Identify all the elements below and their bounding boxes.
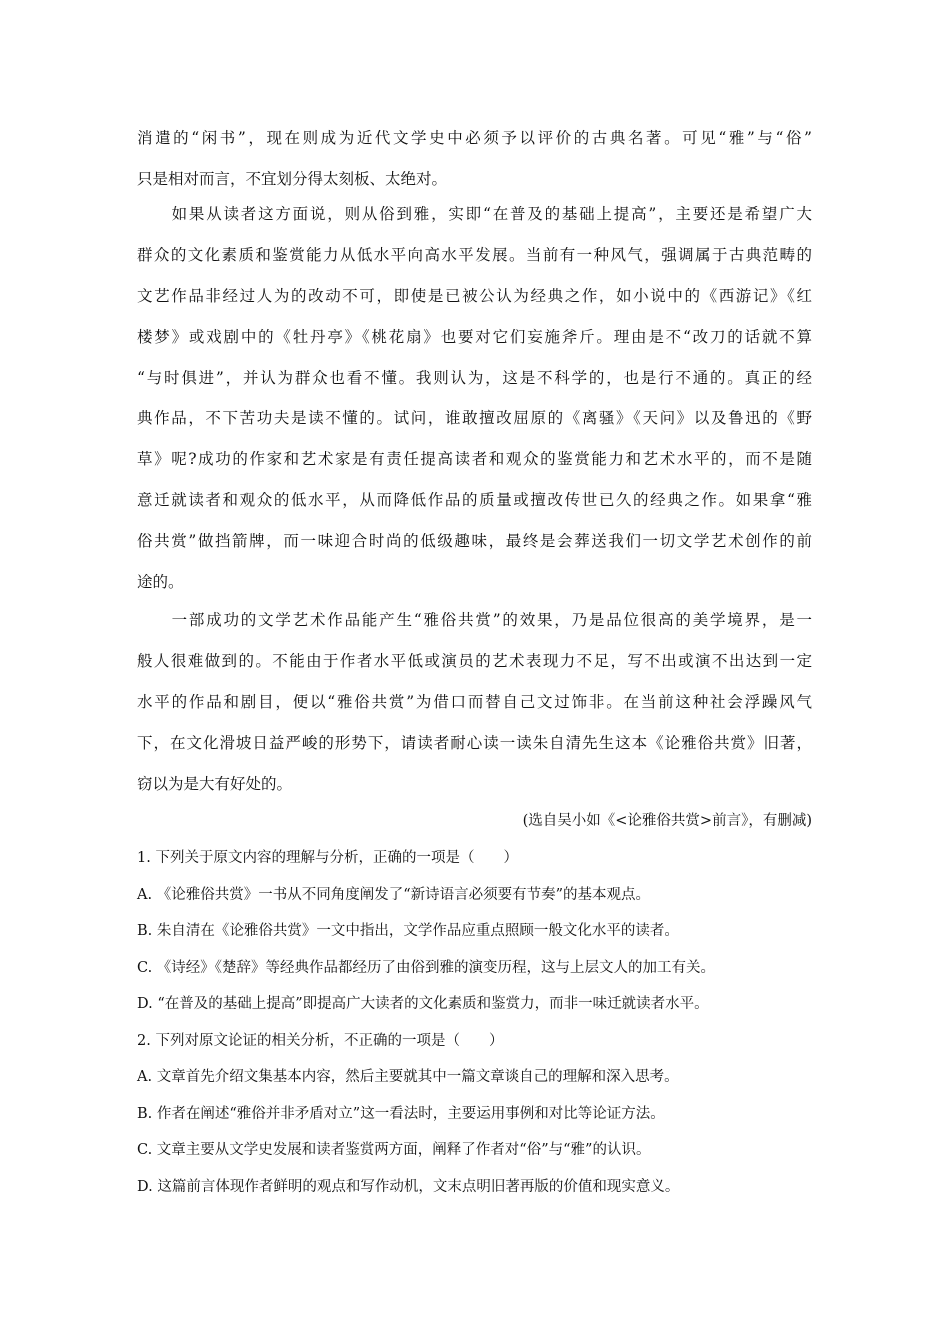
text-line: 下，在文化滑坡日益严峻的形势下，请读者耐心读一读朱自清先生这本《论雅俗共赏》旧著， [137, 733, 812, 752]
question-1-stem: 1. 下列关于原文内容的理解与分析，正确的一项是（ ） [137, 850, 518, 866]
text-line: 意迁就读者和观众的低水平，从而降低作品的质量或擅改传世已久的经典之作。如果拿“雅 [137, 491, 812, 510]
source-citation: (选自吴小如《<论雅俗共赏>前言》，有删减) [522, 813, 812, 829]
text-line: 俗共赏”做挡箭牌，而一味迎合时尚的低级趣味，最终是会葬送我们一切文学艺术创作的前 [137, 532, 812, 551]
paragraph-3 [137, 600, 812, 804]
question-1-option-d[interactable]: D. “在普及的基础上提高”即提高广大读者的文化素质和鉴赏力，而非一味迁就读者水平。 [137, 996, 709, 1012]
question-2-option-d[interactable]: D. 这篇前言体现作者鲜明的观点和写作动机，文末点明旧著再版的价值和现实意义。 [137, 1178, 680, 1195]
text-line: 群众的文化素质和鉴赏能力从低水平向高水平发展。当前有一种风气，强调属于古典范畴的 [137, 245, 812, 264]
text-line: 楼梦》或戏剧中的《牡丹亭》《桃花扇》也要对它们妄施斧斤。理由是不“改刀的话就不算 [137, 327, 812, 346]
question-2-stem: 2. 下列对原文论证的相关分析，不正确的一项是（ ） [137, 1032, 504, 1049]
paragraph-2 [137, 194, 812, 603]
text-line: 草》呢?成功的作家和艺术家是有责任提高读者和观众的鉴赏能力和艺术水平的，而不是随 [137, 450, 812, 469]
text-line: “与时俱进”，并认为群众也看不懂。我则认为，这是不科学的，也是行不通的。真正的经 [137, 368, 812, 387]
question-1-option-a[interactable]: A. 《论雅俗共赏》一书从不同角度阐发了“新诗语言必须要有节奏”的基本观点。 [137, 886, 651, 903]
text-line: 只是相对而言，不宜划分得太刻板、太绝对。 [137, 169, 448, 188]
text-line: 窃以为是大有好处的。 [137, 774, 293, 793]
question-1-option-b[interactable]: B. 朱自清在《论雅俗共赏》一文中指出，文学作品应重点照顾一般文化水平的读者。 [137, 923, 679, 939]
question-2-option-a[interactable]: A. 文章首先介绍文集基本内容，然后主要就其中一篇文章谈自己的理解和深入思考。 [137, 1069, 679, 1085]
text-line: 消遣的“闲书”，现在则成为近代文学史中必须予以评价的古典名著。可见“雅”与“俗” [137, 129, 812, 147]
question-1-option-c[interactable]: C. 《诗经》《楚辞》等经典作品都经历了由俗到雅的演变历程，这与上层文人的加工有关。 [137, 959, 716, 976]
text-line: 典作品，不下苦功夫是读不懂的。试问，谁敢擅改屈原的《离骚》《天问》以及鲁迅的《野 [137, 409, 812, 428]
text-line: 水平的作品和剧目，便以“雅俗共赏”为借口而替自己文过饰非。在当前这种社会浮躁风气 [137, 692, 812, 711]
question-2-option-b[interactable]: B. 作者在阐述“雅俗并非矛盾对立”这一看法时，主要运用事例和对比等论证方法。 [137, 1105, 665, 1122]
text-line: 如果从读者这方面说，则从俗到雅，实即“在普及的基础上提高”，主要还是希望广大 [137, 205, 812, 223]
paragraph-1 [137, 118, 812, 200]
text-line: 文艺作品非经过人为的改动不可，即使是已被公认为经典之作，如小说中的《西游记》《红 [137, 286, 812, 305]
text-line: 般人很难做到的。不能由于作者水平低或演员的艺术表现力不足，写不出或演不出达到一定 [137, 651, 812, 670]
questions [137, 843, 827, 1208]
question-2-option-c[interactable]: C. 文章主要从文学史发展和读者鉴赏两方面，阐释了作者对“俗”与“雅”的认识。 [137, 1142, 651, 1158]
text-line: 一部成功的文学艺术作品能产生“雅俗共赏”的效果，乃是品位很高的美学境界，是一 [137, 611, 812, 629]
text-line: 途的。 [137, 573, 184, 592]
